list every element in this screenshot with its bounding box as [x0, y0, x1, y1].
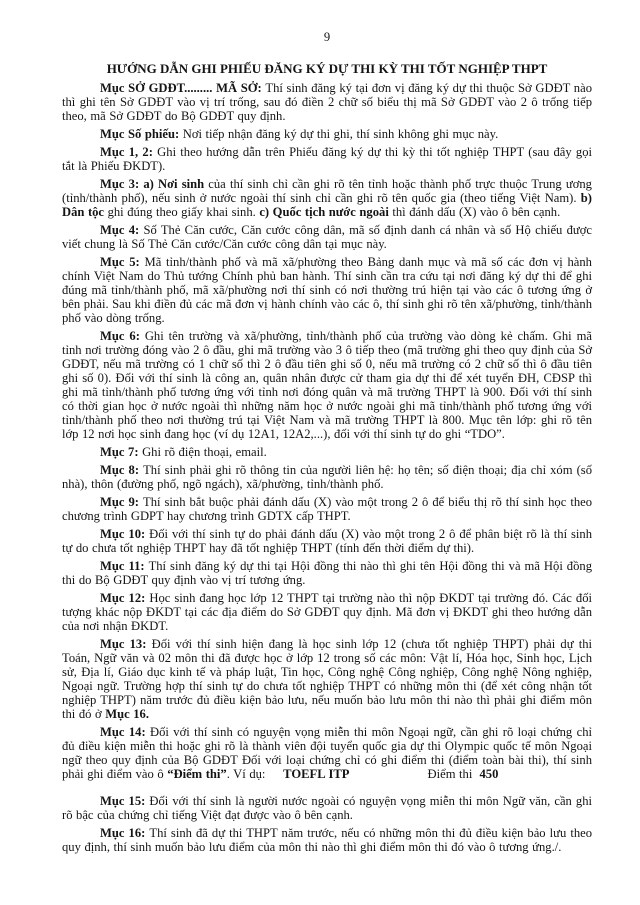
bold-run: 450: [479, 767, 499, 781]
bold-run: Mục 15:: [100, 794, 150, 808]
bold-run: Mục 5:: [100, 255, 145, 269]
text-run: Đối với thí sinh là người nước ngoài có nguyện vọng miễn thi môn Ngữ văn, cần ghi rõ bậc của chứng chỉ tiếng Việt đạt được vào ô bên cạnh.: [62, 794, 592, 822]
bold-run: Mục 14:: [100, 725, 151, 739]
paragraph: [62, 441, 592, 459]
text-run: Thí sinh đăng ký tại đơn vị đăng ký dự thi thuộc Sở GDĐT nào thì ghi tên Sở GDĐT vào vị trí trống, sau đó điền 2 chữ số biểu thị mã Sở GDĐT vào 2 ô trống tiếp theo, mã Sở GDĐT do Bộ GDĐT quy định.: [62, 81, 592, 123]
text-run: Đối với thí sinh hiện đang là học sinh lớp 12 (chưa tốt nghiệp THPT) phải dự thi Toán, Ngữ văn và 02 môn thi đã được học ở lớp 12 trong số các môn: Vật lí, Hóa học, Sinh học, Lịch sử, Địa lí, Giáo dục kinh tế và pháp luật, Tin học, Công nghệ Công nghiệp, Công nghệ Nông nghiệp, Ngoại ngữ. Trường hợp thí sinh tự do chưa tốt nghiệp THPT có những môn thi (để xét công nhận tốt nghiệp THPT) năm trước đủ điều kiện bảo lưu, nếu muốn bảo lưu môn thi nào thì phải ghi điểm môn thi đó ở: [62, 637, 592, 721]
page-title: HƯỚNG DẪN GHI PHIẾU ĐĂNG KÝ DỰ THI KỲ THI TỐT NGHIỆP THPT: [106, 61, 548, 76]
paragraph: [62, 555, 592, 587]
bold-run: Mục 7:: [100, 445, 143, 459]
text-run: của thí sinh chỉ cần ghi rõ tên tỉnh hoặc thành phố trực thuộc Trung ương (tỉnh/thành phố), nếu sinh ở nước ngoài thí sinh chỉ cần ghi rõ tên quốc gia (theo tiếng Việt Nam).: [62, 177, 592, 205]
text-run: Đối với thí sinh có nguyện vọng miễn thi môn Ngoại ngữ, cần ghi rõ loại chứng chỉ đủ điều kiện miễn thi hoặc ghi rõ là thành viên đội tuyển quốc gia dự thi Olympic quốc tế môn Ngoại ngữ theo quy định của Bộ GDĐT Đối với loại chứng chỉ có ghi điểm thi (điểm toàn bài thi), thí sinh phải ghi điểm vào ô: [62, 725, 592, 781]
paragraph: [62, 123, 592, 141]
text-run: Thí sinh đăng ký dự thi tại Hội đồng thi nào thì ghi tên Hội đồng thi và mã Hội đồng thi do Bộ GDĐT quy định vào vị trí tương ứng.: [62, 559, 592, 587]
bold-run: Mục 16.: [105, 707, 149, 721]
text-run: Thí sinh phải ghi rõ thông tin của người liên hệ: họ tên; số điện thoại; địa chỉ xóm (số nhà), thôn (đường phố, ngõ ngách), xã/phường, tỉnh/thành phố.: [62, 463, 592, 491]
text-run: Ghi rõ điện thoại, email.: [142, 445, 267, 459]
text-run: Mã tỉnh/thành phố và mã xã/phường theo Bảng danh mục và mã số các đơn vị hành chính Việt Nam do Thủ tướng Chính phủ ban hành. Thí sinh cần tra cứu tại nơi đăng ký dự thi để ghi đúng mã tỉnh/thành phố, mã xã/phường nơi thí sinh có nơi thường trú hiện tại vào các ô tương ứng ở bên phải. Sau khi điền đủ các mã đơn vị hành chính vào các ô, thí sinh ghi rõ tên xã/phường, tỉnh/thành phố vào dòng trống.: [62, 255, 592, 325]
bold-run: Mục 4:: [100, 223, 144, 237]
bold-run: Mục 16:: [100, 826, 150, 840]
paragraph: [62, 325, 592, 441]
paragraph: [62, 141, 592, 173]
paragraph: [62, 459, 592, 491]
bold-run: Mục SỞ GDĐT......... MÃ SỞ:: [100, 81, 266, 95]
bold-run: Mục 3: a) Nơi sinh: [100, 177, 209, 191]
bold-run: Mục Số phiếu:: [100, 127, 183, 141]
paragraph: [62, 77, 592, 123]
bold-run: “Điểm thi”: [167, 767, 227, 781]
paragraph: [62, 587, 592, 633]
text-run: Ghi tên trường và xã/phường, tỉnh/thành phố của trường vào dòng kẻ chấm. Ghi mã tỉnh nơi trường đóng vào 2 ô đầu, ghi mã trường vào 3 ô tiếp theo (mã trường ghi theo quy định của Sở GDĐT, nếu mã trường có 1 chữ số thì 2 ô đầu tiên ghi số 0, nếu mã trường có 2 chữ số thì ô đầu tiên ghi số 0). Đối với thí sinh là công an, quân nhân được cử tham gia dự thi để xét tuyển ĐH, CĐSP thì ghi mã tỉnh/thành phố tương ứng với tỉnh nơi đóng quân và mã trường THPT là 900. Đối với thí sinh có thời gian học ở nước ngoài thì những năm học ở nước ngoài ghi mã tỉnh/thành phố tương ứng với tỉnh/thành phố theo nơi thường trú tại Việt Nam và mã trường THPT là 800. Mục tên lớp: ghi rõ tên lớp 12 nơi học sinh đang học (ví dụ 12A1, 12A2,...), đối với thí sinh tự do ghi “TDO”.: [62, 329, 592, 441]
bold-run: Mục 8:: [100, 463, 144, 477]
text-run: Ghi theo hướng dẫn trên Phiếu đăng ký dự thi kỳ thi tốt nghiệp THPT (sau đây gọi tắt là Phiếu ĐKDT).: [62, 145, 593, 173]
text-run: Đối với thí sinh tự do phải đánh dấu (X) vào một trong 2 ô để phân biệt rõ là thí sinh tự do chưa tốt nghiệp THPT hay đã tốt nghiệp THPT (tính đến thời điểm dự thi).: [62, 527, 592, 555]
text-run: Điểm thi: [349, 767, 480, 781]
bold-run: Mục 9:: [100, 495, 144, 509]
text-run: Nơi tiếp nhận đăng ký dự thi ghi, thí sinh không ghi mục này.: [182, 127, 499, 141]
bold-run: Mục 12:: [100, 591, 150, 605]
text-run: Thí sinh đã dự thi THPT năm trước, nếu có những môn thi đủ điều kiện bảo lưu theo quy định, thí sinh muốn bảo lưu điểm của môn thi nào thì ghi điểm môn thi đó vào ô tương ứng./.: [62, 826, 593, 854]
paragraph: [62, 219, 592, 251]
paragraph: [62, 251, 592, 325]
paragraph: [62, 633, 592, 721]
paragraph: [62, 781, 592, 822]
text-run: Thí sinh bắt buộc phải đánh dấu (X) vào một trong 2 ô để biểu thị rõ thí sinh học theo chương trình GDPT hay chương trình GDTX cấp THPT.: [62, 495, 592, 523]
bold-run: c) Quốc tịch nước ngoài: [259, 205, 393, 219]
bold-run: b) Dân tộc: [62, 191, 592, 219]
paragraph: [62, 523, 592, 555]
bold-run: Mục 10:: [100, 527, 150, 541]
paragraph: [62, 721, 592, 781]
paragraph: [62, 822, 592, 854]
bold-run: Mục 11:: [100, 559, 149, 573]
text-run: ghi đúng theo giấy khai sinh.: [107, 205, 260, 219]
paragraph: [62, 173, 592, 219]
bold-run: Mục 6:: [100, 329, 145, 343]
text-run: thì đánh dấu (X) vào ô bên cạnh.: [392, 205, 561, 219]
text-run: Số Thẻ Căn cước, Căn cước công dân, mã số định danh cá nhân và số Hộ chiếu được viết chung là Số Thẻ Căn cước/Căn cước công dân tại mục này.: [62, 223, 592, 251]
bold-run: Mục 1, 2:: [100, 145, 158, 159]
paragraph-list: [62, 77, 592, 854]
text-run: Học sinh đang học lớp 12 THPT tại trường nào thì nộp ĐKDT tại trường đó. Các đối tượng khác nộp ĐKDT tại các địa điểm do Sở GDĐT quy định. Mã đơn vị ĐKDT ghi theo hướng dẫn của nơi nhận ĐKDT.: [62, 591, 592, 633]
bold-run: TOEFL ITP: [283, 767, 350, 781]
page-number: 9: [323, 30, 331, 44]
text-run: . Ví dụ:: [226, 767, 284, 781]
bold-run: Mục 13:: [100, 637, 152, 651]
paragraph: [62, 491, 592, 523]
